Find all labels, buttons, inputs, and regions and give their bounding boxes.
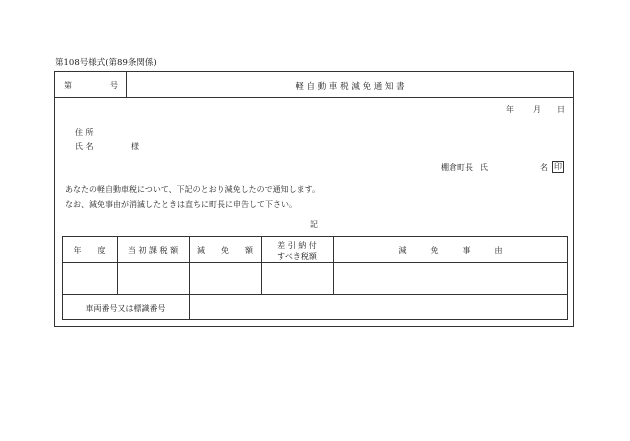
form-label: 第108号様式(第89条関係): [55, 58, 157, 68]
document-title: 軽 自 動 車 税 減 免 通 知 書: [295, 82, 405, 92]
vehicle-number-label: 車両番号又は標識番号: [85, 304, 166, 313]
address-label: 住 所: [75, 128, 94, 137]
table-row-divider: [62, 294, 568, 295]
issuer-title: 棚倉町長: [441, 163, 473, 172]
number-prefix: 第: [64, 81, 72, 90]
col-header-net-tax-1: 差 引 納 付: [277, 241, 317, 250]
number-suffix: 号: [110, 81, 118, 90]
col-header-net-tax-2: すべき税額: [277, 252, 317, 261]
name-label: 氏 名: [75, 142, 94, 151]
col-header-reduction: 減 免 額: [197, 246, 253, 255]
col-header-reason: 減 免 事 由: [398, 246, 503, 255]
date-month: 月: [533, 105, 541, 114]
table-header-divider: [62, 262, 568, 263]
date-day: 日: [557, 105, 565, 114]
col-header-initial-tax: 当 初 課 税 額: [127, 246, 179, 255]
date-year: 年: [506, 105, 514, 114]
notice-line-2: なお、減免事由が消滅したときは直ちに町長に申告して下さい。: [65, 200, 297, 209]
honorific: 様: [131, 142, 139, 151]
seal-box-wrap: [552, 161, 564, 173]
col-header-year: 年 度: [73, 246, 106, 255]
issuer-name-label: 氏: [480, 163, 488, 172]
notice-line-1: あなたの軽自動車税について、下記のとおり減免したので通知します。: [65, 185, 321, 194]
ki-heading: 記: [310, 220, 318, 229]
seal-mark: 印: [554, 162, 562, 171]
header-divider: [54, 97, 574, 98]
issuer-name-label-2: 名: [540, 163, 548, 172]
